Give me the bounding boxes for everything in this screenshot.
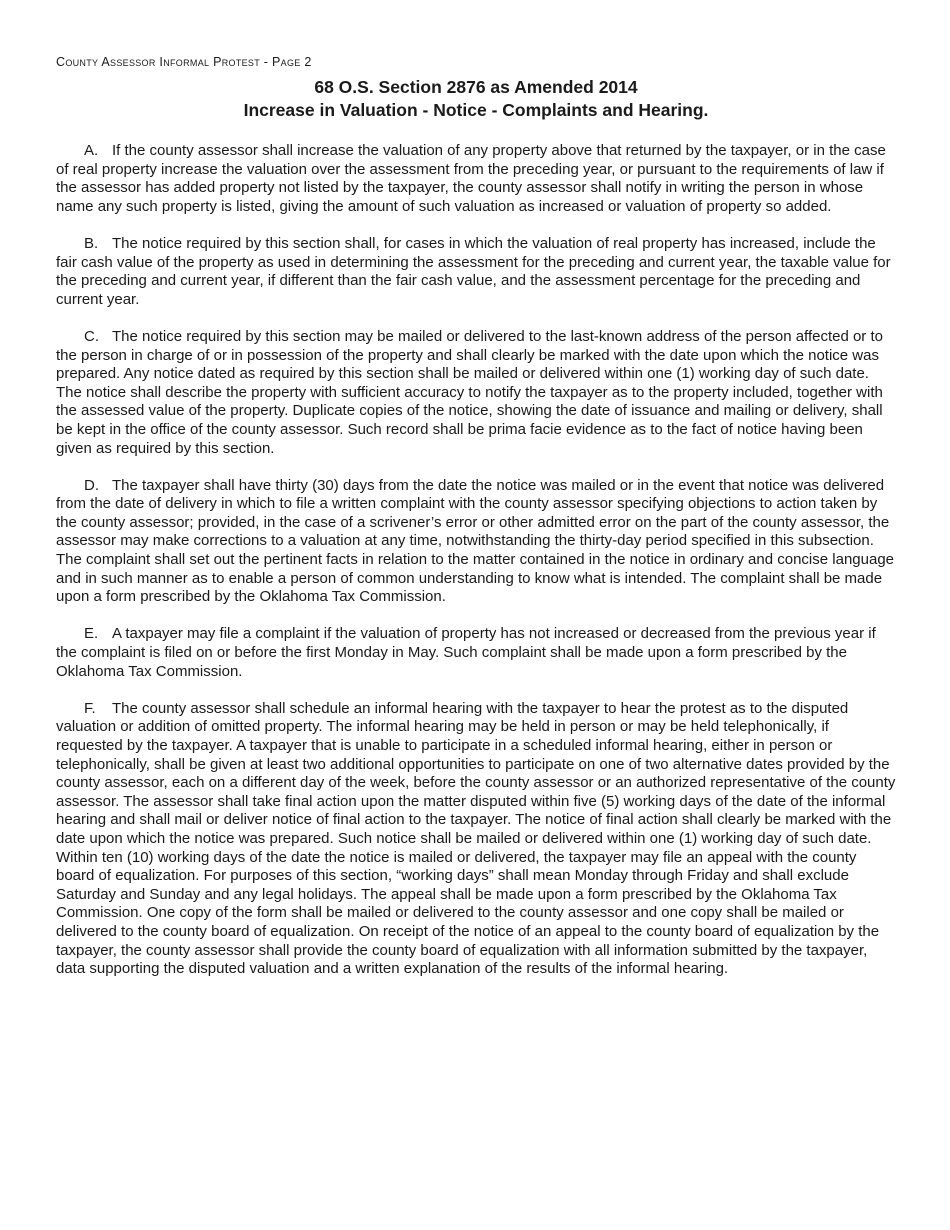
section-letter: E. xyxy=(84,625,99,643)
document-title xyxy=(56,76,896,122)
section-letter: B. xyxy=(84,234,99,252)
section-c xyxy=(56,328,896,458)
section-text: The taxpayer shall have thirty (30) days from the date the notice was mailed or in the event that notice was delivered from the date of delivery in which to file a written complaint with the county assessor specifying objections to action taken by the county assessor; provided, in the case of a scrivener’s error or other admitted error on the part of the county assessor, the assessor may make corrections to a valuation at any time, notwithstanding the thirty-day period specified in this subsection. The complaint shall set out the pertinent facts in relation to the matter contained in the notice in ordinary and concise language and in such manner as to enable a person of common understanding to know what is intended. The complaint shall be made upon a form prescribed by the Oklahoma Tax Commission. xyxy=(56,476,895,606)
section-letter: C. xyxy=(84,327,99,345)
section-text: The notice required by this section shall, for cases in which the valuation of real property has increased, include the fair cash value of the property as used in determining the assessment for the preceding and current year, the taxable value for the preceding and current year, if different than the fair cash value, and the assessment percentage for the preceding and current year. xyxy=(56,234,891,308)
section-b xyxy=(56,235,896,309)
running-header: County Assessor Informal Protest - Page 2 xyxy=(56,55,312,69)
section-letter: A. xyxy=(84,142,99,159)
section-a xyxy=(56,142,896,216)
section-text: The notice required by this section may be mailed or delivered to the last-known address of the person affected or to the person in charge of or in possession of the property and shall clearly be marked with the date upon which the notice was prepared. Any notice dated as required by this section shall be mailed or delivered within one (1) working day of such date. The notice shall describe the property with sufficient accuracy to notify the taxpayer as to the property included, together with the assessed value of the property. Duplicate copies of the notice, showing the date of issuance and mailing or delivery, shall be kept in the office of the county assessor. Such record shall be prima facie evidence as to the fact of notice having been given as required by this section. xyxy=(56,327,883,457)
section-d xyxy=(56,477,896,607)
section-letter: F. xyxy=(84,699,96,717)
title-line-2: Increase in Valuation - Notice - Complaints and Hearing. xyxy=(243,100,709,120)
title-line-1: 68 O.S. Section 2876 as Amended 2014 xyxy=(314,77,638,97)
document-page xyxy=(56,54,896,997)
section-text: If the county assessor shall increase the valuation of any property above that returned by the taxpayer, or in the case of real property increase the valuation over the assessment from the preceding year, or pursuant to the requirements of law if the assessor has added property not listed by the taxpayer, the county assessor shall notify in writing the person in whose name any such property is listed, giving the amount of such valuation as increased or valuation of property so added. xyxy=(56,142,886,215)
section-letter: D. xyxy=(84,476,99,494)
section-f xyxy=(56,700,896,979)
section-text: The county assessor shall schedule an informal hearing with the taxpayer to hear the protest as to the disputed valuation or addition of omitted property. The informal hearing may be held in person or may be held telephonically, if requested by the taxpayer. A taxpayer that is unable to participate in a scheduled informal hearing, either in person or telephonically, shall be given at least two additional opportunities to participate on one of two alternative dates provided by the county assessor, each on a different day of the week, before the county assessor or an authorized representative of the county assessor. The assessor shall take final action upon the matter disputed within five (5) working days of the date of the informal hearing and shall mail or deliver notice of final action to the taxpayer. The notice of final action shall clearly be marked with the date upon which the notice was prepared. Such notice shall be mailed or delivered within one (1) working day of such date. Within ten (10) working days of the date the notice is mailed or delivered, the taxpayer may file an appeal with the county board of equalization. For purposes of this section, “working days” shall mean Monday through Friday and shall exclude Saturday and Sunday and any legal holidays. The appeal shall be made upon a form prescribed by the Oklahoma Tax Commission. One copy of the form shall be mailed or delivered to the county assessor and one copy shall be mailed or delivered to the county board of equalization. On receipt of the notice of an appeal to the county board of equalization by the taxpayer, the county assessor shall provide the county board of equalization with all information submitted by the taxpayer, data supporting the disputed valuation and a written explanation of the results of the informal hearing. xyxy=(56,699,896,978)
section-e xyxy=(56,625,896,681)
section-text: A taxpayer may file a complaint if the valuation of property has not increased or decreased from the previous year if the complaint is filed on or before the first Monday in May. Such complaint shall be made upon a form prescribed by the Oklahoma Tax Commission. xyxy=(56,625,876,680)
